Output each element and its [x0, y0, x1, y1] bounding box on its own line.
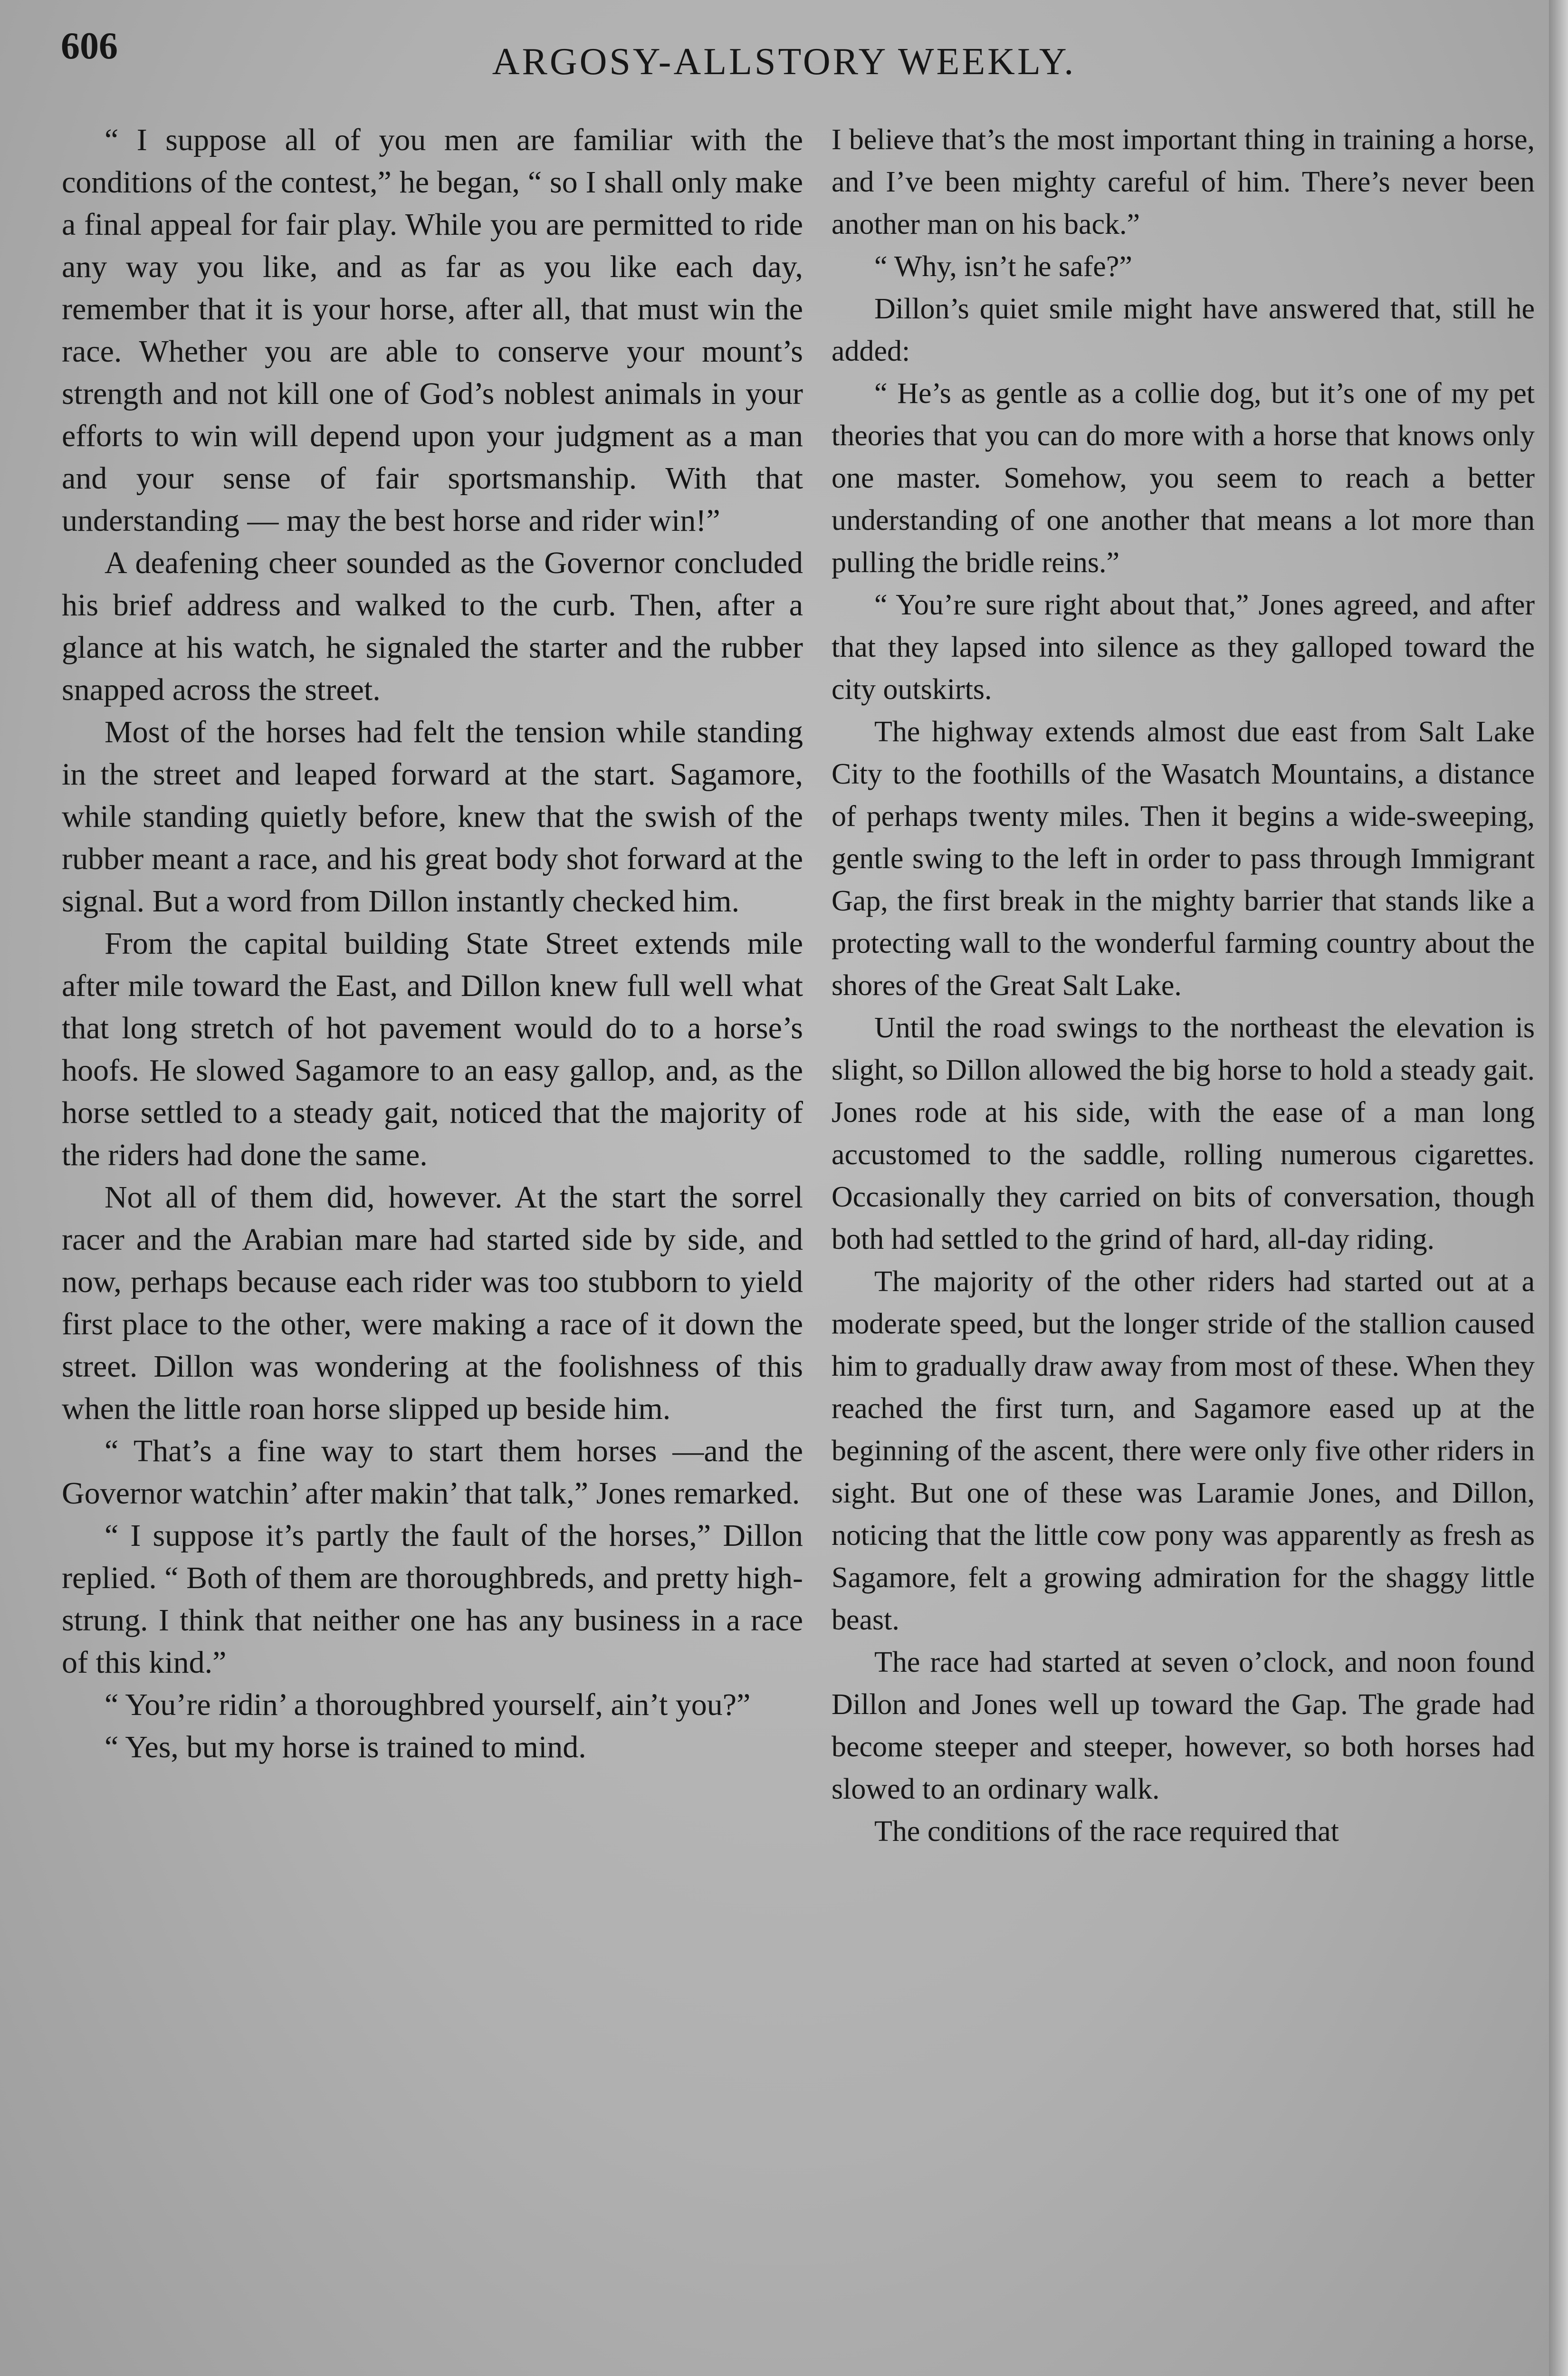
paragraph: Until the road swings to the northeast the elevation is slight, so Dillon allowed the big horse to hold a steady gait. Jones rode at his side, with the ease of a man long accustomed to the saddle, rolling numerous cigarettes. Occasionally they carried on bits of conversation, though both had settled to the grind of hard, all-day riding.	[832, 1012, 1535, 1255]
paragraph: A deafening cheer sounded as the Governor concluded his brief address and walked to the curb. Then, after a glance at his watch, he signaled the starter and the rubber snapped across the street.	[62, 546, 803, 707]
page-edge-shadow	[1549, 0, 1568, 2376]
paragraph: “ Yes, but my horse is trained to mind.	[105, 1730, 586, 1764]
page-number: 606	[61, 25, 118, 67]
paragraph: The highway extends almost due east from Salt Lake City to the foothills of the Wasatch Mountains, a distance of perhaps twenty miles. Then it begins a wide-sweeping, gentle swing to the left in order to pass through Immigrant Gap, the first break in the mighty barrier that stands like a protecting wall to the wonderful farming country about the shores of the Great Salt Lake.	[832, 716, 1535, 1002]
paragraph: “ He’s as gentle as a collie dog, but it’s one of my pet theories that you can do more with a horse that knows only one master. Somehow, you seem to reach a better understanding of one another that means a lot more than pulling the bridle reins.”	[832, 377, 1535, 579]
paragraph: From the capital building State Street extends mile after mile toward the East, and Dillon knew full well what that long stretch of hot pavement would do to a horse’s hoofs. He slowed Sagamore to an easy gallop, and, as the horse settled to a steady gait, noticed that the majority of the riders had done the same.	[62, 926, 803, 1172]
left-column	[62, 119, 803, 1768]
paragraph: The majority of the other riders had started out at a moderate speed, but the longer stride of the stallion caused him to gradually draw away from most of these. When they reached the first turn, and Sagamore eased up at the beginning of the ascent, there were only five other riders in sight. But one of these was Laramie Jones, and Dillon, noticing that the little cow pony was apparently as fresh as Sagamore, felt a growing admiration for the shaggy little beast.	[832, 1265, 1535, 1636]
paragraph: The conditions of the race required that	[874, 1815, 1339, 1848]
paragraph: I believe that’s the most important thing in training a horse, and I’ve been mighty careful of him. There’s never been another man on his back.”	[832, 124, 1535, 240]
paragraph: “ You’re sure right about that,” Jones agreed, and after that they lapsed into silence as they galloped toward the city outskirts.	[832, 589, 1535, 706]
paragraph: “ You’re ridin’ a thoroughbred yourself, ain’t you?”	[105, 1687, 751, 1722]
running-head: ARGOSY-ALLSTORY WEEKLY.	[492, 41, 1076, 83]
paragraph: Not all of them did, however. At the start the sorrel racer and the Arabian mare had started side by side, and now, perhaps because each rider was too stubborn to yield first place to the other, were making a race of it down the street. Dillon was wondering at the foolishness of this when the little roan horse slipped up beside him.	[62, 1180, 803, 1426]
paragraph: “ I suppose it’s partly the fault of the horses,” Dillon replied. “ Both of them are thoroughbreds, and pretty high-strung. I think that neither one has any business in a race of this kind.”	[62, 1518, 803, 1680]
right-column	[832, 119, 1535, 1853]
paragraph: “ Why, isn’t he safe?”	[874, 250, 1132, 283]
paragraph: “ That’s a fine way to start them horses —and the Governor watchin’ after makin’ that talk,” Jones remarked.	[62, 1434, 803, 1511]
paragraph: The race had started at seven o’clock, and noon found Dillon and Jones well up toward the Gap. The grade had become steeper and steeper, however, so both horses had slowed to an ordinary walk.	[832, 1646, 1535, 1805]
paragraph: Dillon’s quiet smile might have answered that, still he added:	[832, 293, 1535, 367]
paragraph: “ I suppose all of you men are familiar with the conditions of the contest,” he began, “ so I shall only make a final appeal for fair play. While you are permitted to ride any way you like, and as far as you like each day, remember that it is your horse, after all, that must win the race. Whether you are able to conserve your mount’s strength and not kill one of God’s noblest animals in your efforts to win will depend upon your judgment as a man and your sense of fair sportsmanship. With that understanding — may the best horse and rider win!”	[62, 123, 803, 538]
paragraph: Most of the horses had felt the tension while standing in the street and leaped forward at the start. Sagamore, while standing quietly before, knew that the swish of the rubber meant a race, and his great body shot forward at the signal. But a word from Dillon instantly checked him.	[62, 715, 803, 919]
